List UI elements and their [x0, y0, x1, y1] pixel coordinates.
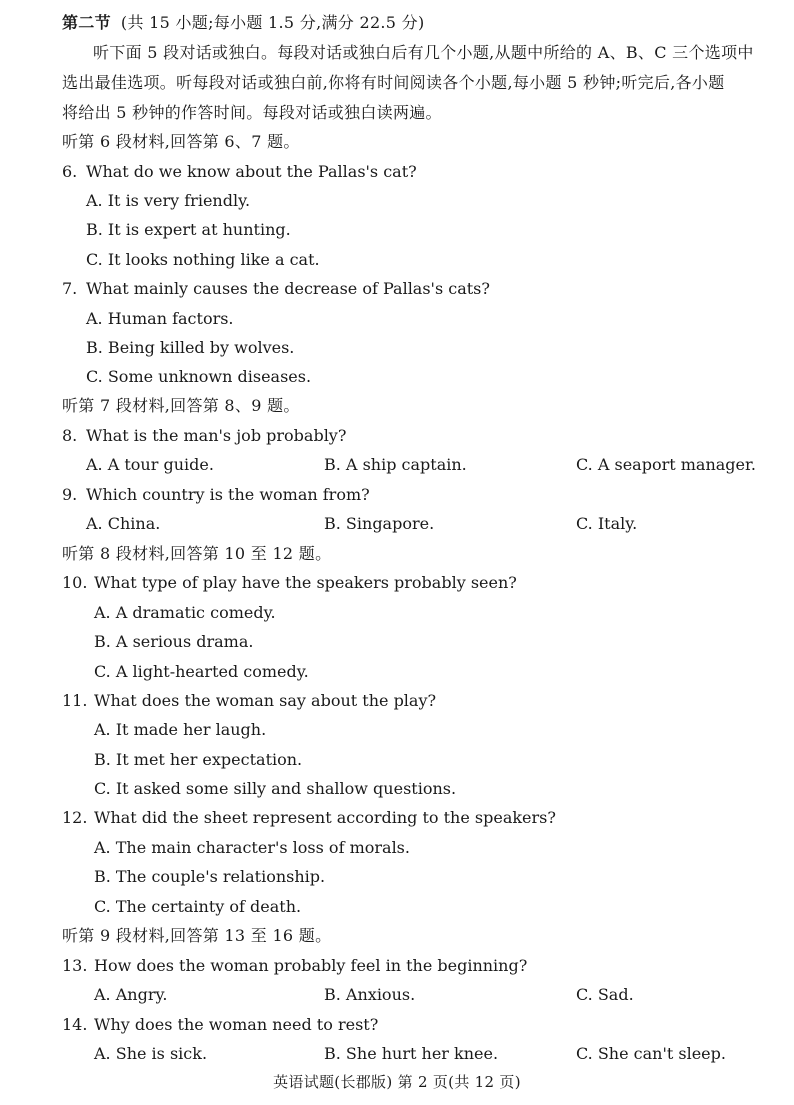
question-number: 9. — [62, 485, 78, 504]
question-number: 10. — [62, 573, 88, 592]
option-b[interactable]: B. Singapore. — [324, 514, 435, 533]
option-row — [0, 186, 794, 215]
option-row — [0, 745, 794, 774]
option-c[interactable]: C. Italy. — [576, 514, 638, 533]
option-b[interactable]: B. Being killed by wolves. — [86, 338, 295, 357]
option-row — [0, 215, 794, 244]
option-b[interactable]: B. She hurt her knee. — [324, 1044, 499, 1063]
option-a[interactable]: A. A tour guide. — [86, 455, 214, 474]
option-row — [0, 657, 794, 686]
group-heading-text: 听第 6 段材料,回答第 6、7 题。 — [62, 132, 300, 151]
question-number: 11. — [62, 691, 88, 710]
question-row — [0, 157, 794, 186]
question-text: Which country is the woman from? — [86, 485, 370, 504]
option-a[interactable]: A. It is very friendly. — [86, 191, 251, 210]
question-text: What mainly causes the decrease of Pallas's cats? — [86, 279, 490, 298]
page-footer: 英语试题(长郡版) 第 2 页(共 12 页) — [273, 1073, 521, 1091]
instruction-text: 听下面 5 段对话或独白。每段对话或独白后有几个小题,从题中所给的 A、B、C 三个选项中 — [93, 43, 754, 62]
option-a[interactable]: A. A dramatic comedy. — [94, 603, 276, 622]
question-row — [0, 480, 794, 509]
option-a[interactable]: A. She is sick. — [94, 1044, 208, 1063]
instruction-text: 选出最佳选项。听每段对话或独白前,你将有时间阅读各个小题,每小题 5 秒钟;听完后,各小题 — [62, 73, 725, 92]
group-heading — [0, 921, 794, 950]
section-subtitle: (共 15 小题;每小题 1.5 分,满分 22.5 分) — [120, 13, 425, 32]
option-row — [0, 450, 794, 479]
option-c[interactable]: C. A seaport manager. — [576, 455, 756, 474]
option-b[interactable]: B. It is expert at hunting. — [86, 220, 291, 239]
option-b[interactable]: B. A serious drama. — [94, 632, 254, 651]
option-a[interactable]: A. China. — [86, 514, 161, 533]
option-c[interactable]: C. She can't sleep. — [576, 1044, 726, 1063]
question-text: What do we know about the Pallas's cat? — [86, 162, 417, 181]
question-text: What type of play have the speakers probably seen? — [94, 573, 517, 592]
section-header — [0, 8, 794, 37]
option-b[interactable]: B. It met her expectation. — [94, 750, 303, 769]
question-number: 14. — [62, 1015, 88, 1034]
question-text: What does the woman say about the play? — [94, 691, 437, 710]
option-row — [0, 333, 794, 362]
option-a[interactable]: A. It made her laugh. — [94, 720, 267, 739]
group-heading — [0, 539, 794, 568]
option-c[interactable]: C. It asked some silly and shallow questions. — [94, 779, 457, 798]
option-b[interactable]: B. The couple's relationship. — [94, 867, 326, 886]
option-a[interactable]: A. Human factors. — [86, 309, 234, 328]
option-row — [0, 627, 794, 656]
question-number: 12. — [62, 808, 88, 827]
option-c[interactable]: C. Some unknown diseases. — [86, 367, 312, 386]
question-row — [0, 686, 794, 715]
option-c[interactable]: C. A light-hearted comedy. — [94, 662, 309, 681]
option-row — [0, 774, 794, 803]
option-row — [0, 892, 794, 921]
group-heading-text: 听第 8 段材料,回答第 10 至 12 题。 — [62, 544, 332, 563]
option-row — [0, 833, 794, 862]
group-heading-text: 听第 7 段材料,回答第 8、9 题。 — [62, 396, 300, 415]
question-text: What did the sheet represent according to the speakers? — [94, 808, 556, 827]
option-c[interactable]: C. Sad. — [576, 985, 634, 1004]
question-text: Why does the woman need to rest? — [94, 1015, 379, 1034]
instruction-line — [0, 98, 794, 127]
option-row — [0, 715, 794, 744]
option-row — [0, 304, 794, 333]
question-row — [0, 1010, 794, 1039]
question-row — [0, 951, 794, 980]
option-b[interactable]: B. Anxious. — [324, 985, 416, 1004]
group-heading — [0, 391, 794, 420]
instruction-line — [0, 68, 794, 97]
question-row — [0, 421, 794, 450]
option-a[interactable]: A. The main character's loss of morals. — [94, 838, 410, 857]
question-row — [0, 568, 794, 597]
question-text: How does the woman probably feel in the beginning? — [94, 956, 528, 975]
group-heading — [0, 127, 794, 156]
question-text: What is the man's job probably? — [86, 426, 347, 445]
question-number: 8. — [62, 426, 78, 445]
instruction-text: 将给出 5 秒钟的作答时间。每段对话或独白读两遍。 — [62, 103, 442, 122]
option-b[interactable]: B. A ship captain. — [324, 455, 467, 474]
option-row — [0, 509, 794, 538]
question-number: 7. — [62, 279, 78, 298]
question-number: 6. — [62, 162, 78, 181]
question-number: 13. — [62, 956, 88, 975]
option-row — [0, 980, 794, 1009]
section-title: 第二节 — [62, 13, 111, 32]
option-c[interactable]: C. The certainty of death. — [94, 897, 302, 916]
option-row — [0, 245, 794, 274]
option-c[interactable]: C. It looks nothing like a cat. — [86, 250, 320, 269]
group-heading-text: 听第 9 段材料,回答第 13 至 16 题。 — [62, 926, 332, 945]
option-row — [0, 362, 794, 391]
question-row — [0, 274, 794, 303]
option-row — [0, 598, 794, 627]
question-row — [0, 803, 794, 832]
option-row — [0, 1039, 794, 1068]
instruction-line — [0, 38, 794, 67]
option-row — [0, 862, 794, 891]
option-a[interactable]: A. Angry. — [94, 985, 168, 1004]
